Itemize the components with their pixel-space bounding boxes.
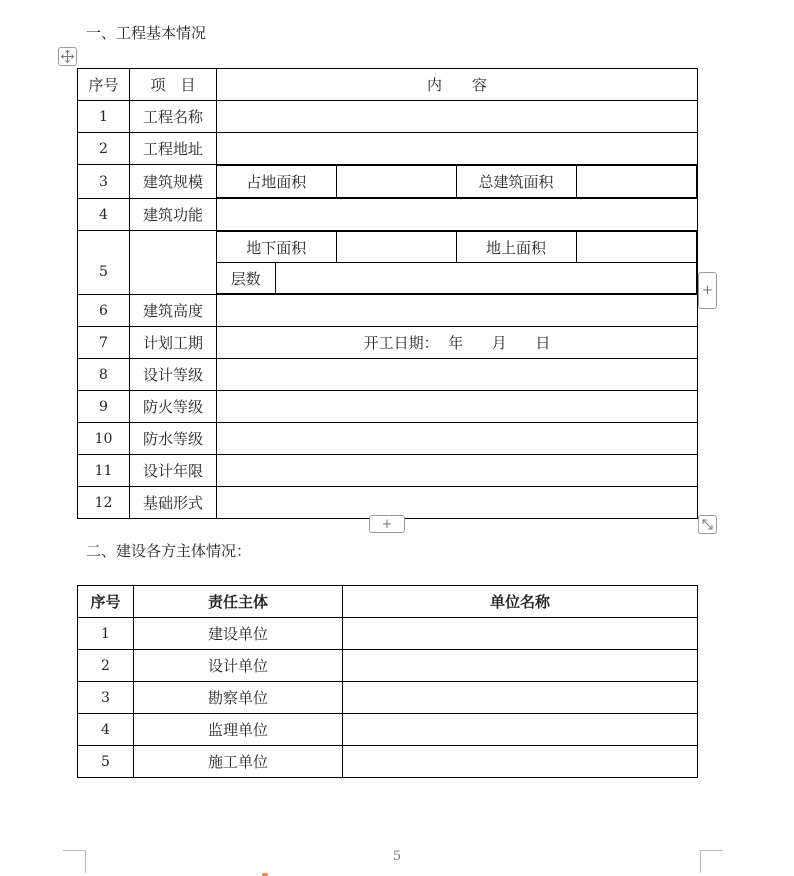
table-row [78,133,698,165]
row-seq: 11 [78,455,130,487]
header-seq: 序号 [78,69,130,101]
table-row [78,199,698,231]
row-seq: 4 [78,714,134,746]
row-seq: 10 [78,423,130,455]
unit-name-cell[interactable] [343,714,698,746]
table-row [78,101,698,133]
table-row [78,682,698,714]
row-seq: 2 [78,650,134,682]
section-1-heading: 一、工程基本情况 [86,24,207,42]
table-row [78,455,698,487]
basement-area-value[interactable] [336,232,456,263]
row-item: 建筑高度 [130,295,217,327]
row-party: 勘察单位 [134,682,343,714]
row-content-cell [217,231,698,295]
unit-name-cell[interactable] [343,746,698,778]
row-seq: 6 [78,295,130,327]
row-content-cell[interactable] [217,359,698,391]
row-item: 计划工期 [130,327,217,359]
table-row [78,359,698,391]
add-column-button[interactable] [698,272,717,309]
basement-area-label: 地下面积 [217,232,336,263]
table-row [78,423,698,455]
floors-value[interactable] [275,263,697,294]
land-area-label: 占地面积 [217,166,336,198]
plus-icon: + [381,516,393,532]
row-item: 建筑规模 [130,165,217,199]
table-row [78,714,698,746]
table-row [78,231,698,295]
table-header-row [78,69,698,101]
row-seq: 1 [78,618,134,650]
row-item: 建筑功能 [130,199,217,231]
row-party: 建设单位 [134,618,343,650]
row-seq: 7 [78,327,130,359]
row-content-cell[interactable] [217,391,698,423]
row-seq: 2 [78,133,130,165]
row-item: 基础形式 [130,487,217,519]
section-2-heading: 二、建设各方主体情况： [86,542,252,560]
row-content-cell[interactable] [217,423,698,455]
row-item: 工程名称 [130,101,217,133]
row-seq: 5 [78,746,134,778]
row-item: 防火等级 [130,391,217,423]
row-item[interactable] [130,231,217,295]
table-row [78,487,698,519]
row-item: 设计等级 [130,359,217,391]
unit-name-cell[interactable] [343,650,698,682]
header-party: 责任主体 [134,586,343,618]
row-seq: 3 [78,165,130,199]
row-seq: 12 [78,487,130,519]
start-date-cell[interactable]: 开工日期： 年 月 日 [217,327,698,359]
row-content-cell[interactable] [217,101,698,133]
plus-icon: + [702,283,713,298]
table-row [78,165,698,199]
row-item: 工程地址 [130,133,217,165]
table-row [78,391,698,423]
table-resize-handle[interactable] [698,515,717,534]
header-item: 项 目 [130,69,217,101]
row-party: 施工单位 [134,746,343,778]
row-content-cell[interactable] [217,133,698,165]
table-row [78,327,698,359]
row-content-cell [217,165,698,199]
unit-name-cell[interactable] [343,682,698,714]
row-seq: 4 [78,199,130,231]
row-content-cell[interactable] [217,199,698,231]
header-unit-name: 单位名称 [343,586,698,618]
row-item: 设计年限 [130,455,217,487]
row-party: 设计单位 [134,650,343,682]
header-content: 内 容 [217,69,698,101]
table-row [78,746,698,778]
row-content-cell[interactable] [217,455,698,487]
table-move-handle[interactable] [58,47,77,66]
row-item: 防水等级 [130,423,217,455]
table-row [78,618,698,650]
page-number: 5 [392,849,402,864]
above-ground-area-label: 地上面积 [456,232,576,263]
row-content-cell[interactable] [217,487,698,519]
row-seq: 3 [78,682,134,714]
table-row [78,295,698,327]
table-header-row [78,586,698,618]
parties-table [77,585,698,778]
table-row [78,650,698,682]
move-icon [60,49,75,64]
row-seq: 1 [78,101,130,133]
floors-label: 层数 [217,263,275,294]
add-row-button[interactable] [369,515,405,533]
header-seq: 序号 [78,586,134,618]
row-seq: 8 [78,359,130,391]
row-party: 监理单位 [134,714,343,746]
project-info-table [77,68,698,519]
unit-name-cell[interactable] [343,618,698,650]
total-area-label: 总建筑面积 [456,166,576,198]
total-area-value[interactable] [576,166,697,198]
above-ground-area-value[interactable] [576,232,696,263]
resize-icon [701,518,714,531]
row-seq: 5 [78,231,130,295]
land-area-value[interactable] [336,166,456,198]
row-seq: 9 [78,391,130,423]
row-content-cell[interactable] [217,295,698,327]
